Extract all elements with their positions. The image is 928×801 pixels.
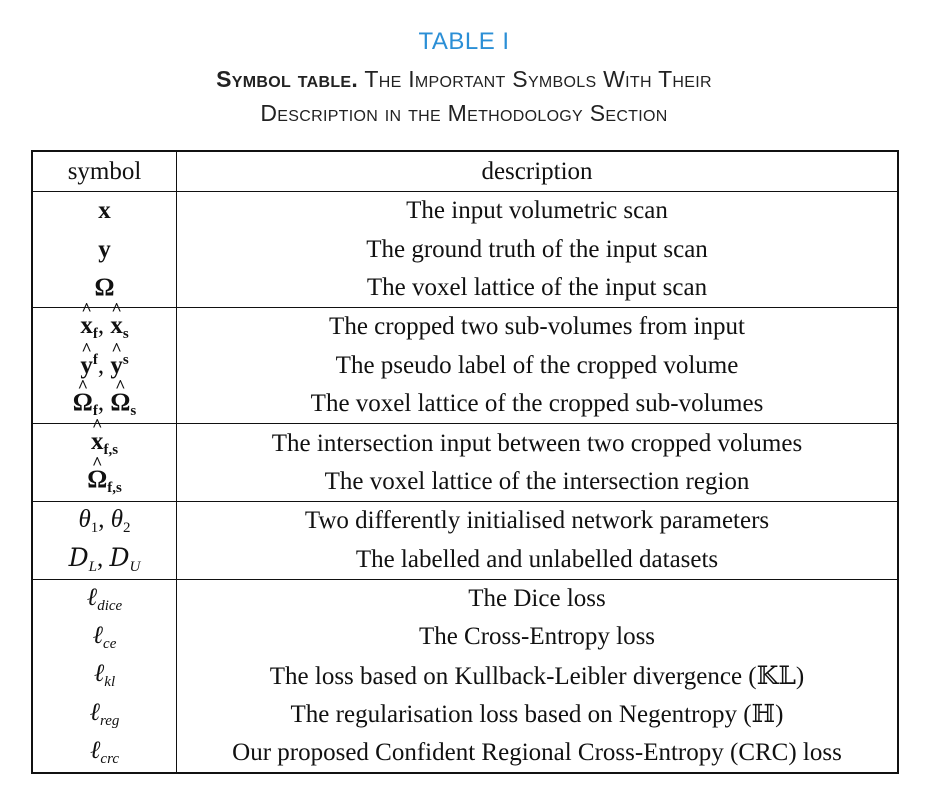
- table-row: [32, 463, 898, 502]
- description-cell: The regularisation loss based on Negentropy (ℍ): [290, 701, 784, 729]
- description-cell: The labelled and unlabelled datasets: [355, 545, 719, 573]
- symbol-cell: ^ $x_{f,s}$: [32, 424, 177, 463]
- table-row: [32, 502, 898, 541]
- symbol-cell: $\theta_1$, $\theta_2$: [32, 502, 177, 541]
- caption-bold: Symbol table.: [216, 66, 359, 92]
- description-cell: The voxel lattice of the input scan: [366, 273, 708, 301]
- header-symbol: symbol: [32, 151, 177, 192]
- table-row: [32, 657, 898, 695]
- description-cell: The intersection input between two cropped volumes: [177, 424, 899, 463]
- description-cell: The Cross-Entropy loss: [418, 623, 656, 651]
- description-cell: The Dice loss: [177, 579, 899, 618]
- symbol-cell: ℓ$_{dice}$: [32, 579, 177, 618]
- description-cell: The voxel lattice of the intersection region: [324, 467, 750, 495]
- description-cell: Two differently initialised network parameters: [177, 502, 899, 541]
- table-row: [32, 192, 898, 231]
- description-cell: The input volumetric scan: [177, 192, 899, 231]
- symbol-cell: ℓ$_{crc}$: [32, 733, 177, 772]
- table-row: [32, 733, 898, 772]
- symbol-cell: ℓ$_{ce}$: [32, 618, 177, 656]
- symbol-table: [31, 150, 899, 774]
- symbol-cell: ℓ$_{reg}$: [32, 695, 177, 733]
- symbol-cell: ^ $\Omega_f$, ^ $\Omega_s$: [32, 385, 177, 424]
- table-row: [32, 230, 898, 268]
- symbol-cell: Ω: [32, 269, 177, 308]
- table-row: [32, 385, 898, 424]
- description-cell: The pseudo label of the cropped volume: [335, 351, 739, 379]
- table-row: [32, 579, 898, 618]
- description-cell: The loss based on Kullback-Leibler divergence (𝕂𝕃): [269, 662, 805, 690]
- symbol-cell: ^ $y^f$, ^ $y^s$: [32, 347, 177, 385]
- table-row: [32, 347, 898, 385]
- symbol-cell: x: [32, 192, 177, 231]
- table-header-row: [32, 151, 898, 192]
- table-row: [32, 424, 898, 463]
- symbol-cell: ℓ$_{kl}$: [32, 657, 177, 695]
- table-caption: [0, 62, 928, 130]
- symbol-cell: $D_L$, $D_U$: [32, 541, 177, 580]
- table-row: [32, 541, 898, 580]
- table-row: [32, 308, 898, 347]
- table-label: TABLE I: [418, 28, 510, 55]
- table-row: [32, 269, 898, 308]
- table-row: [32, 695, 898, 733]
- caption-line1: The Important Symbols With Their: [364, 66, 712, 92]
- description-cell: The cropped two sub-volumes from input: [177, 308, 899, 347]
- description-cell: Our proposed Confident Regional Cross-Entropy (CRC) loss: [232, 738, 842, 766]
- symbol-cell: ^ $\Omega_{f,s}$: [32, 463, 177, 502]
- description-cell: The voxel lattice of the cropped sub-volumes: [310, 390, 764, 418]
- caption-line2: Description in the Methodology Section: [260, 100, 668, 126]
- description-cell: The ground truth of the input scan: [366, 235, 708, 263]
- symbol-cell: y: [32, 230, 177, 268]
- header-description: description: [177, 151, 899, 192]
- symbol-cell: ^ $x_f$, ^ $x_s$: [32, 308, 177, 347]
- table-row: [32, 618, 898, 656]
